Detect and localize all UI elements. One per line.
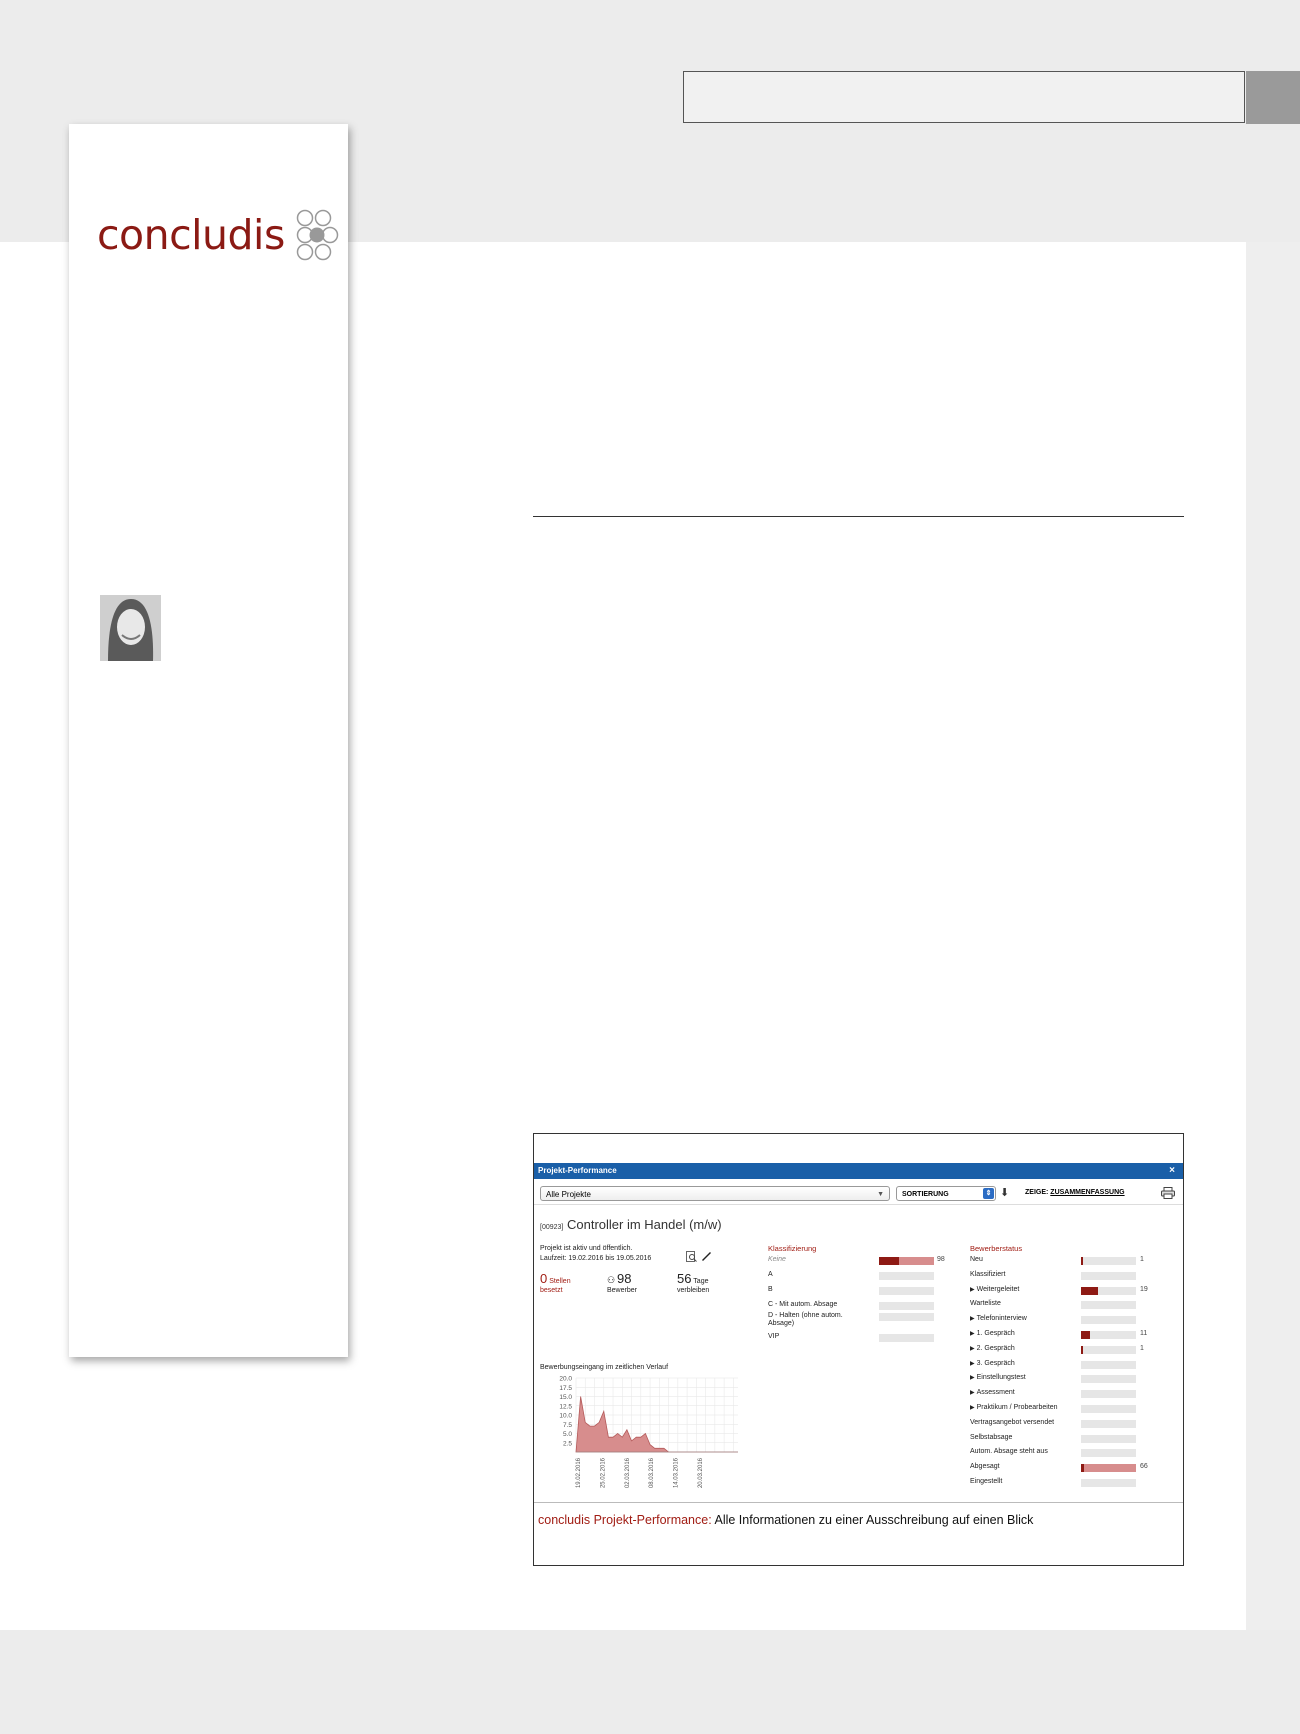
header-tab	[1246, 71, 1300, 124]
status-row	[970, 1448, 1048, 1456]
status-row-label: Eingestellt	[970, 1478, 1003, 1485]
view-selector-label: ZEIGE:	[1025, 1189, 1049, 1196]
chart-y-tick-label: 2.5	[562, 1440, 572, 1448]
project-select-value: Alle Projekte	[546, 1190, 591, 1199]
classification-bar-light	[899, 1257, 934, 1265]
chart-x-tick-label: 14.03.2016	[673, 1458, 680, 1489]
status-count: 1	[1140, 1256, 1144, 1263]
header-box	[683, 71, 1245, 123]
status-count: 11	[1140, 1330, 1148, 1337]
close-icon[interactable]: ×	[1169, 1165, 1175, 1176]
status-row-label: Einstellungstest	[976, 1374, 1026, 1381]
status-bar-light	[1084, 1464, 1136, 1472]
kpi-days-remaining	[677, 1271, 710, 1295]
status-row[interactable]	[970, 1315, 1027, 1323]
expand-triangle-icon[interactable]: ▶	[970, 1405, 975, 1411]
sort-select[interactable]	[896, 1186, 996, 1201]
chart-y-tick-label: 10.0	[559, 1412, 572, 1420]
status-row	[970, 1300, 1001, 1308]
project-actions	[686, 1249, 712, 1267]
classification-count: 98	[937, 1256, 945, 1263]
right-strip	[1246, 242, 1300, 1630]
status-row-label: Weitergeleitet	[976, 1286, 1020, 1293]
expand-triangle-icon[interactable]: ▶	[970, 1390, 975, 1396]
status-row-label: Klassifiziert	[970, 1271, 1006, 1278]
author-portrait-icon	[100, 595, 161, 661]
classification-bar	[879, 1287, 934, 1295]
kpi-applicants-value: 98	[617, 1271, 632, 1286]
print-icon[interactable]	[1161, 1187, 1175, 1199]
status-bar	[1081, 1420, 1136, 1428]
status-row	[970, 1463, 1000, 1471]
caption-text: Alle Informationen zu einer Ausschreibung auf einen Blick	[714, 1513, 1034, 1527]
project-runtime: Laufzeit: 19.02.2016 bis 19.05.2016	[540, 1255, 652, 1262]
status-row[interactable]	[970, 1389, 1015, 1397]
sort-select-label: SORTIERUNG	[902, 1191, 949, 1198]
classification-title: Klassifizierung	[768, 1244, 817, 1253]
chart-x-tick-label: 08.03.2016	[649, 1458, 656, 1489]
status-bar-dark	[1081, 1346, 1083, 1354]
status-bar	[1081, 1405, 1136, 1413]
window-title-bar	[534, 1163, 1183, 1179]
classification-row-label: B	[768, 1286, 773, 1293]
caption-divider	[534, 1502, 1183, 1503]
chart-y-tick-label: 17.5	[559, 1384, 572, 1392]
classification-row-label: Keine	[768, 1256, 786, 1263]
kpi-applicants	[607, 1271, 637, 1295]
status-row-label: Neu	[970, 1256, 983, 1263]
status-row-label: Autom. Absage steht aus	[970, 1448, 1048, 1455]
chart-y-tick-label: 5.0	[562, 1431, 572, 1438]
status-bar	[1081, 1272, 1136, 1280]
window-title: Projekt-Performance	[538, 1166, 617, 1175]
kpi-positions-unit: Stellen	[549, 1278, 571, 1285]
status-count: 66	[1140, 1463, 1148, 1470]
chart-y-tick-label: 15.0	[559, 1394, 572, 1401]
status-row-label: Assessment	[976, 1389, 1015, 1396]
expand-triangle-icon[interactable]: ▶	[970, 1316, 975, 1322]
status-row	[970, 1271, 1005, 1279]
status-row-label: 3. Gespräch	[976, 1360, 1015, 1367]
classification-bar	[879, 1313, 934, 1321]
classification-row-label: A	[768, 1271, 773, 1278]
expand-triangle-icon[interactable]: ▶	[970, 1346, 975, 1352]
status-row-label: Telefoninterview	[976, 1315, 1027, 1322]
status-count: 19	[1140, 1286, 1148, 1293]
expand-triangle-icon[interactable]: ▶	[970, 1375, 975, 1381]
chart-y-tick-label: 20.0	[559, 1375, 572, 1383]
status-bar	[1081, 1346, 1136, 1354]
status-bar-dark	[1081, 1331, 1090, 1339]
view-summary-link[interactable]: ZUSAMMENFASSUNG	[1050, 1189, 1125, 1196]
expand-triangle-icon[interactable]: ▶	[970, 1331, 975, 1337]
status-bar-dark	[1081, 1287, 1098, 1295]
status-row-label: 1. Gespräch	[976, 1330, 1015, 1337]
wrench-icon[interactable]	[701, 1251, 712, 1262]
classification-bar	[879, 1302, 934, 1310]
view-selector	[1025, 1189, 1125, 1196]
status-row	[970, 1478, 1002, 1486]
status-title: Bewerberstatus	[970, 1244, 1023, 1253]
status-row-label: Warteliste	[970, 1300, 1001, 1307]
kpi-days-value: 56	[677, 1271, 692, 1286]
screenshot-caption	[538, 1513, 1033, 1527]
status-row	[970, 1256, 983, 1264]
chart-x-tick-label: 02.03.2016	[624, 1458, 631, 1489]
applicants-icon: ⚇	[607, 1275, 616, 1285]
status-row	[970, 1434, 1012, 1442]
status-row[interactable]	[970, 1286, 1019, 1294]
caption-brand: concludis Projekt-Performance:	[538, 1513, 712, 1527]
brand-logo-mark-icon	[293, 209, 339, 261]
status-row[interactable]	[970, 1345, 1015, 1353]
expand-triangle-icon[interactable]: ▶	[970, 1287, 975, 1293]
project-select[interactable]	[540, 1186, 890, 1201]
status-row[interactable]	[970, 1330, 1015, 1338]
kpi-positions-filled	[540, 1271, 571, 1295]
chart-x-tick-label: 19.02.2016	[576, 1458, 582, 1489]
status-row-label: Praktikum / Probearbeiten	[976, 1404, 1058, 1411]
chart-y-tick-label: 7.5	[562, 1421, 572, 1429]
status-row-label: 2. Gespräch	[976, 1345, 1015, 1352]
status-bar	[1081, 1316, 1136, 1324]
status-bar	[1081, 1479, 1136, 1487]
kpi-days-sub: verbleiben	[677, 1287, 710, 1294]
chart-x-tick-label: 25.02.2016	[600, 1458, 607, 1489]
status-bar-dark	[1081, 1257, 1083, 1265]
classification-row-label: VIP	[768, 1333, 780, 1340]
chart-y-tick-label: 12.5	[559, 1403, 572, 1411]
section-divider	[533, 516, 1184, 517]
classification-row-label: D - Halten (ohne autom. Absage)	[768, 1312, 843, 1327]
status-bar	[1081, 1375, 1136, 1383]
status-bar	[1081, 1390, 1136, 1398]
kpi-positions-sub: besetzt	[540, 1287, 563, 1294]
chart-title: Bewerbungseingang im zeitlichen Verlauf	[540, 1364, 669, 1371]
expand-triangle-icon[interactable]: ▶	[970, 1361, 975, 1367]
status-row[interactable]	[970, 1374, 1026, 1382]
status-bar	[1081, 1257, 1136, 1265]
chevron-down-icon: ▼	[877, 1191, 884, 1198]
classification-bar-dark	[879, 1257, 899, 1265]
preview-icon[interactable]	[686, 1251, 697, 1262]
status-row-label: Abgesagt	[970, 1463, 1000, 1470]
toolbar	[534, 1184, 1183, 1205]
status-row[interactable]	[970, 1404, 1058, 1412]
kpi-applicants-sub: Bewerber	[607, 1287, 637, 1294]
classification-row-label: C - Mit autom. Absage	[768, 1301, 838, 1308]
applications-area-chart	[540, 1372, 740, 1497]
status-bar	[1081, 1435, 1136, 1443]
status-bar	[1081, 1361, 1136, 1369]
status-bar	[1081, 1301, 1136, 1309]
project-heading	[540, 1217, 722, 1232]
brand-logo	[97, 209, 339, 261]
project-status: Projekt ist aktiv und öffentlich.	[540, 1245, 633, 1252]
status-row-label: Selbstabsage	[970, 1434, 1013, 1441]
status-row	[970, 1419, 1054, 1427]
project-title: Controller im Handel (m/w)	[566, 1217, 722, 1232]
sidebar-card	[69, 124, 348, 1357]
brand-logo-text: concludis	[97, 211, 285, 259]
kpi-positions-value: 0	[540, 1271, 548, 1286]
status-row[interactable]	[970, 1360, 1015, 1368]
chart-x-tick-label: 20.03.2016	[698, 1458, 704, 1489]
project-id: [00923]	[540, 1224, 564, 1231]
status-row-label: Vertragsangebot versendet	[970, 1419, 1055, 1426]
sort-direction-icon[interactable]: ⬇	[1000, 1187, 1010, 1199]
project-info	[540, 1244, 651, 1264]
classification-bar	[879, 1272, 934, 1280]
classification-bar	[879, 1334, 934, 1342]
status-count: 1	[1140, 1345, 1144, 1352]
spinner-icon: ⇕	[983, 1188, 994, 1199]
kpi-days-unit: Tage	[693, 1278, 709, 1285]
status-bar	[1081, 1449, 1136, 1457]
author-avatar	[100, 595, 161, 661]
project-performance-screenshot	[533, 1133, 1184, 1566]
